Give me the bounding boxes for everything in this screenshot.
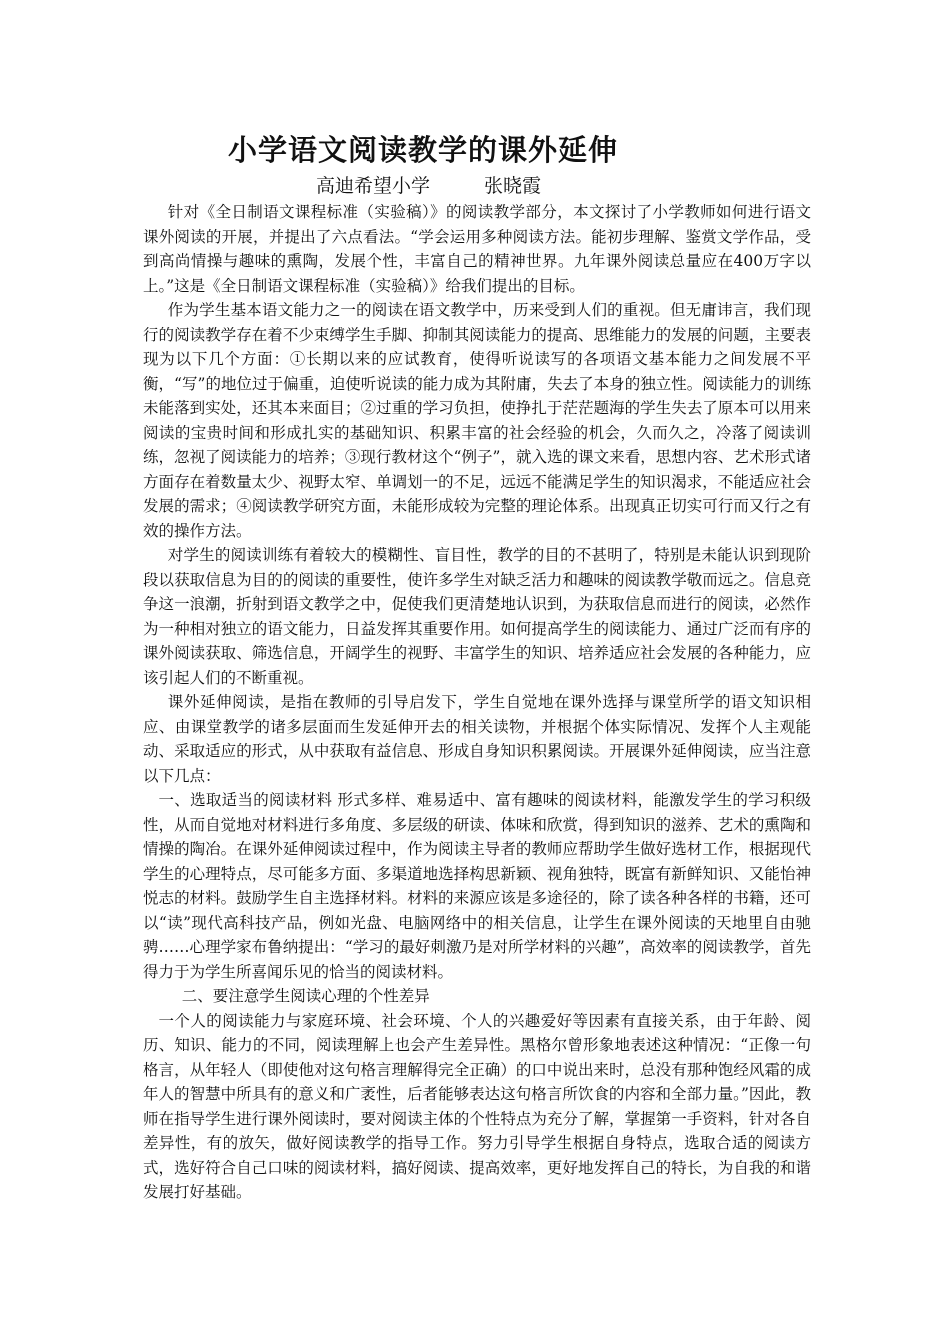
section-heading: 二、要注意学生阅读心理的个性差异: [181, 987, 430, 1005]
article-body: [143, 200, 811, 1205]
paragraph-abstract: 针对《全日制语文课程标准（实验稿）》的阅读教学部分，本文探讨了小学教师如何进行语文课外阅读的开展，并提出了六点看法。“学会运用多种阅读方法。能初步理解、鉴赏文学作品，受到高尚情操与趣味的熏陶，发展个性，丰富自己的精神世界。九年课外阅读总量应在400万字以上。”这是《全日制语文课程标准（实验稿）》给我们提出的目标。: [143, 203, 811, 295]
author-name: 张晓霞: [484, 175, 542, 197]
section-one-paragraph: 一、选取适当的阅读材料 形式多样、难易适中、富有趣味的阅读材料，能激发学生的学习积级性，从而自觉地对材料进行多角度、多层级的研读、体味和欣赏，得到知识的滋养、艺术的熏陶和情操的陶冶。在课外延伸阅读过程中，作为阅读主导者的教师应帮助学生做好选材工作，根据现代学生的心理特点，尽可能多方面、多渠道地选择构思新颖、视角独特，既富有新鲜知识、又能怡神悦志的材料。鼓励学生自主选择材料。材料的来源应该是多途径的，除了读各种各样的书籍，还可以“读”现代高科技产品，例如光盘、电脑网络中的相关信息，让学生在课外阅读的天地里自由驰骋……心理学家布鲁纳提出：“学习的最好刺激乃是对所学材料的兴趣”，高效率的阅读教学，首先得力于为学生所喜闻乐见的恰当的阅读材料。: [143, 791, 811, 981]
paragraph: 对学生的阅读训练有着较大的模糊性、盲目性，教学的目的不甚明了，特别是未能认识到现阶段以获取信息为目的的阅读的重要性，使许多学生对缺乏活力和趣味的阅读教学敬而远之。信息竞争这一浪潮，折射到语文教学之中，促使我们更清楚地认识到，为获取信息而进行的阅读，必然作为一种相对独立的语文能力，日益发挥其重要作用。如何提高学生的阅读能力、通过广泛而有序的课外阅读获取、筛选信息，开阔学生的视野、丰富学生的知识、培养适应社会发展的各种能力，应该引起人们的不断重视。: [143, 546, 811, 687]
paragraph: 课外延伸阅读，是指在教师的引导启发下，学生自觉地在课外选择与课堂所学的语文知识相应、由课堂教学的诸多层面而生发延伸开去的相关读物，并根据个体实际情况、发挥个人主观能动、采取适应的形式，从中获取有益信息、形成自身知识积累阅读。开展课外延伸阅读，应当注意以下几点：: [143, 693, 811, 785]
school-name: 高迪希望小学: [316, 175, 431, 197]
paragraph: 一个人的阅读能力与家庭环境、社会环境、个人的兴趣爱好等因素有直接关系，由于年龄、阅历、知识、能力的不同，阅读理解上也会产生差异性。黑格尔曾形象地表述这种情况：“正像一句格言，从年轻人（即使他对这句格言理解得完全正确）的口中说出来时，总没有那种饱经风霜的成年人的智慧中所具有的意义和广袤性，后者能够表达这句格言所饮食的内容和全部力量。”因此，教师在指导学生进行课外阅读时，要对阅读主体的个性特点为充分了解，掌握第一手资料，针对各自差异性，有的放矢，做好阅读教学的指导工作。努力引导学生根据自身特点，选取合适的阅读方式，选好符合自己口味的阅读材料，搞好阅读、提高效率，更好地发挥自己的特长，为自我的和谐发展打好基础。: [143, 1011, 811, 1201]
paragraph: 作为学生基本语文能力之一的阅读在语文教学中，历来受到人们的重视。但无庸讳言，我们现行的阅读教学存在着不少束缚学生手脚、抑制其阅读能力的提高、思维能力的发展的问题，主要表现为以下几个方面：①长期以来的应试教育，使得听说读写的各项语文基本能力之间发展不平衡，“写”的地位过于偏重，迫使听说读的能力成为其附庸，失去了本身的独立性。阅读能力的训练未能落到实处，还其本来面目；②过重的学习负担，使挣扎于茫茫题海的学生失去了原本可以用来阅读的宝贵时间和形成扎实的基础知识、积累丰富的社会经验的机会，久而久之，冷落了阅读训练，忽视了阅读能力的培养；③现行教材这个“例子”，就入选的课文来看，思想内容、艺术形式诸方面存在着数量太少、视野太窄、单调划一的不足，远远不能满足学生的知识渴求，不能适应社会发展的需求；④阅读教学研究方面，未能形成较为完整的理论体系。出现真正切实可行而又行之有效的操作方法。: [143, 301, 811, 540]
author-line: [316, 172, 541, 200]
page-title: 小学语文阅读教学的课外延伸: [228, 133, 619, 167]
